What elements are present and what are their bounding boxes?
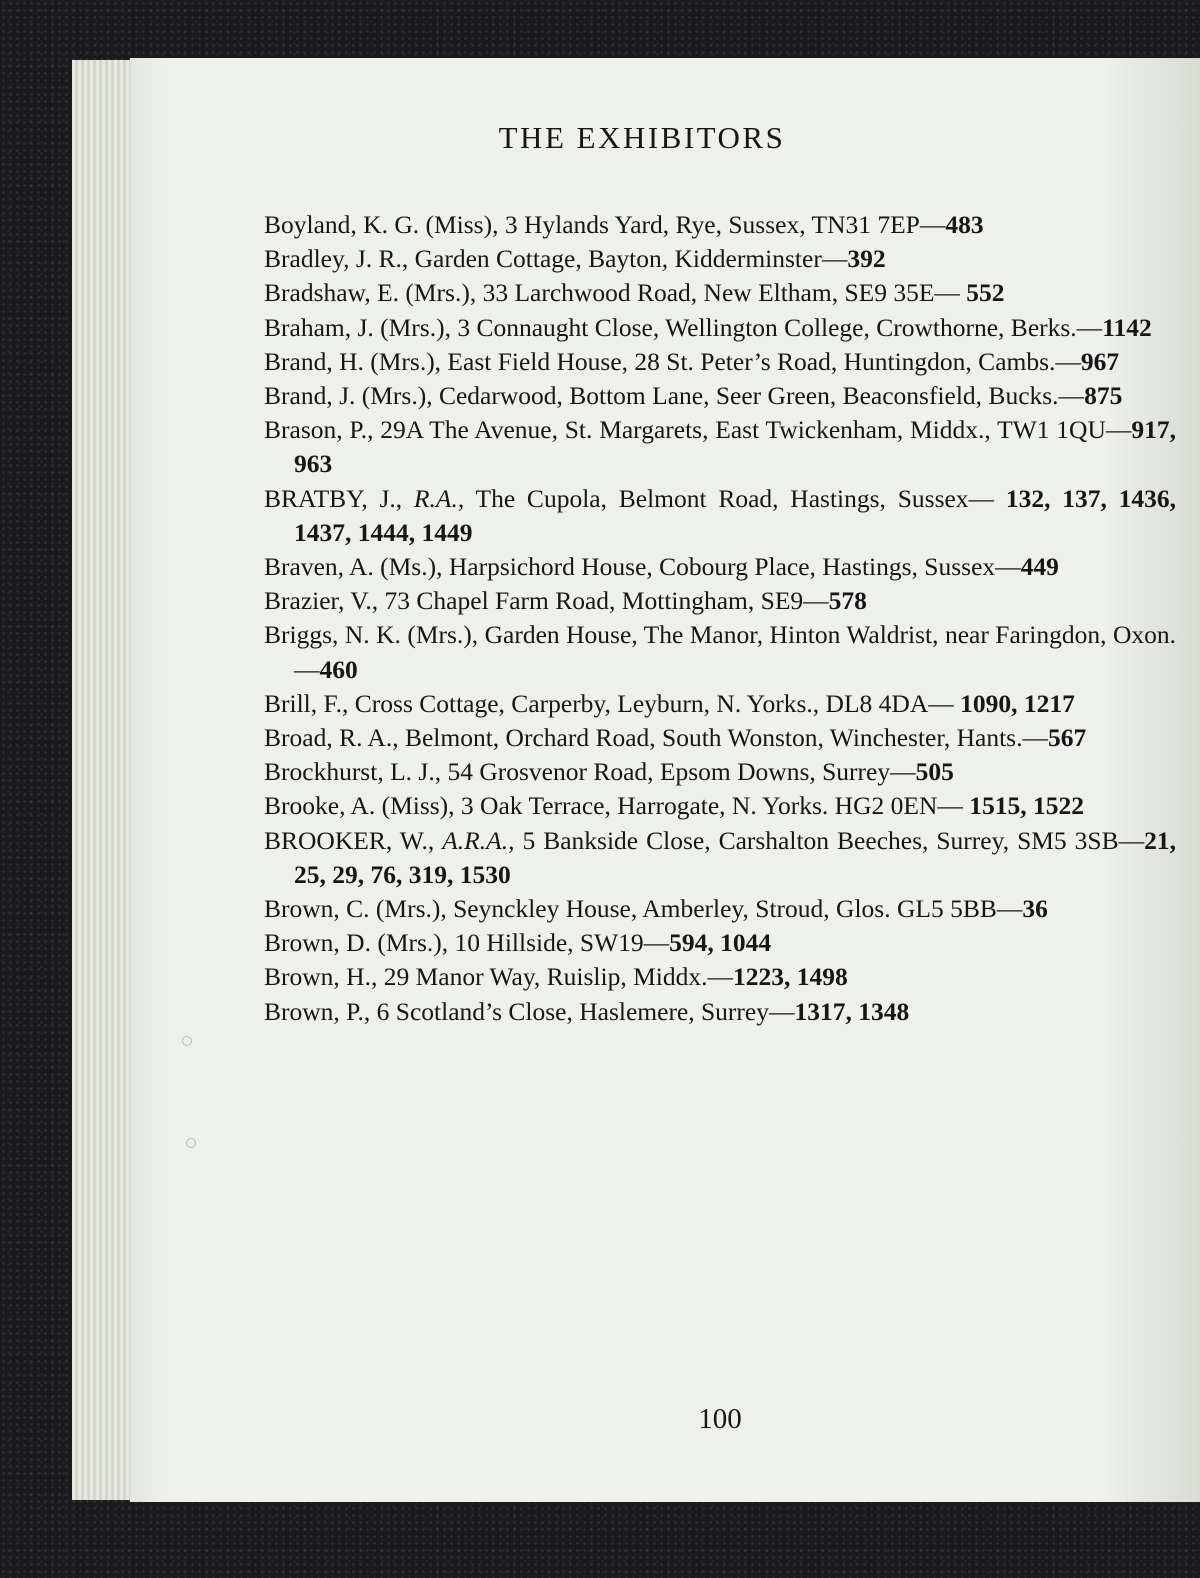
catalogue-numbers: 21, 25, 29, 76, 319, 1530 [294,825,1176,889]
exhibitor-entry: Brown, C. (Mrs.), Seynckley House, Amberley, Stroud, Glos. GL5 5BB—36 [264,894,1048,924]
exhibitor-entry: BRATBY, J., R.A., The Cupola, Belmont Road, Hastings, Sussex— 132, 137, 1436, 1437, 1444, 1449 [264,483,1176,547]
catalogue-numbers: 460 [319,654,358,684]
exhibitor-entry: Brason, P., 29A The Avenue, St. Margarets, East Twickenham, Middx., TW1 1QU—917, 963 [264,415,1176,479]
exhibitor-entry: Braven, A. (Ms.), Harpsichord House, Cobourg Place, Hastings, Sussex—449 [264,552,1059,582]
catalogue-numbers: 392 [847,244,886,274]
exhibitor-entry: Briggs, N. K. (Mrs.), Garden House, The Manor, Hinton Waldrist, near Faringdon, Oxon.—460 [264,620,1176,684]
exhibitor-entry: Brand, H. (Mrs.), East Field House, 28 St. Peter’s Road, Huntingdon, Cambs.—967 [264,346,1120,376]
exhibitor-entry: Brown, H., 29 Manor Way, Ruislip, Middx.—1223, 1498 [264,962,848,992]
exhibitor-list [264,208,1176,1029]
exhibitor-entry: Brooke, A. (Miss), 3 Oak Terrace, Harrogate, N. Yorks. HG2 0EN— 1515, 1522 [264,791,1084,821]
catalogue-numbers: 1090, 1217 [960,688,1075,718]
exhibitor-entry: Brill, F., Cross Cottage, Carperby, Leyburn, N. Yorks., DL8 4DA— 1090, 1217 [264,688,1075,718]
catalogue-numbers: 594, 1044 [669,928,772,958]
paper-blemish [182,1036,192,1046]
exhibitor-entry: BROOKER, W., A.R.A., 5 Bankside Close, Carshalton Beeches, Surrey, SM5 3SB—21, 25, 29, 76, 319, 1530 [264,825,1176,889]
catalogue-numbers: 132, 137, 1436, 1437, 1444, 1449 [294,483,1176,547]
honours: R.A., [413,483,465,513]
catalogue-numbers: 567 [1047,723,1087,753]
catalogue-numbers: 552 [966,278,1005,308]
catalogue-numbers: 1515, 1522 [969,791,1084,821]
exhibitor-entry: Brockhurst, L. J., 54 Grosvenor Road, Epsom Downs, Surrey—505 [264,757,954,787]
exhibitor-entry: Brand, J. (Mrs.), Cedarwood, Bottom Lane, Seer Green, Beaconsfield, Bucks.—875 [264,381,1123,411]
catalogue-numbers: 483 [945,210,984,239]
catalogue-numbers: 1317, 1348 [794,996,910,1026]
exhibitor-entry: Brown, D. (Mrs.), 10 Hillside, SW19—594, 1044 [264,928,772,958]
exhibitor-entry: Braham, J. (Mrs.), 3 Connaught Close, Wellington College, Crowthorne, Berks.—1142 [264,312,1152,342]
exhibitor-entry: Brazier, V., 73 Chapel Farm Road, Mottingham, SE9—578 [264,586,867,616]
honours: A.R.A., [442,825,515,855]
book-page [130,58,1200,1502]
exhibitor-entry: Broad, R. A., Belmont, Orchard Road, South Wonston, Winchester, Hants.—567 [264,723,1087,753]
exhibitor-entry: Bradley, J. R., Garden Cottage, Bayton, Kidderminster—392 [264,244,886,274]
exhibitor-entry: Boyland, K. G. (Miss), 3 Hylands Yard, Rye, Sussex, TN31 7EP—483 [264,210,984,239]
catalogue-numbers: 917, 963 [294,415,1176,479]
exhibitor-entry: Bradshaw, E. (Mrs.), 33 Larchwood Road, New Eltham, SE9 35E— 552 [264,278,1005,308]
page-number: 100 [698,1403,742,1435]
catalogue-numbers: 1223, 1498 [733,962,848,992]
page-header: THE EXHIBITORS [498,120,786,155]
catalogue-numbers: 875 [1084,381,1123,411]
catalogue-numbers: 578 [828,586,867,616]
catalogue-numbers: 1142 [1102,312,1152,342]
catalogue-numbers: 967 [1080,346,1120,376]
paper-blemish [186,1138,196,1148]
catalogue-numbers: 36 [1022,894,1048,924]
exhibitor-entry: Brown, P., 6 Scotland’s Close, Haslemere, Surrey—1317, 1348 [264,996,910,1026]
catalogue-numbers: 505 [915,757,954,787]
catalogue-numbers: 449 [1020,552,1059,582]
